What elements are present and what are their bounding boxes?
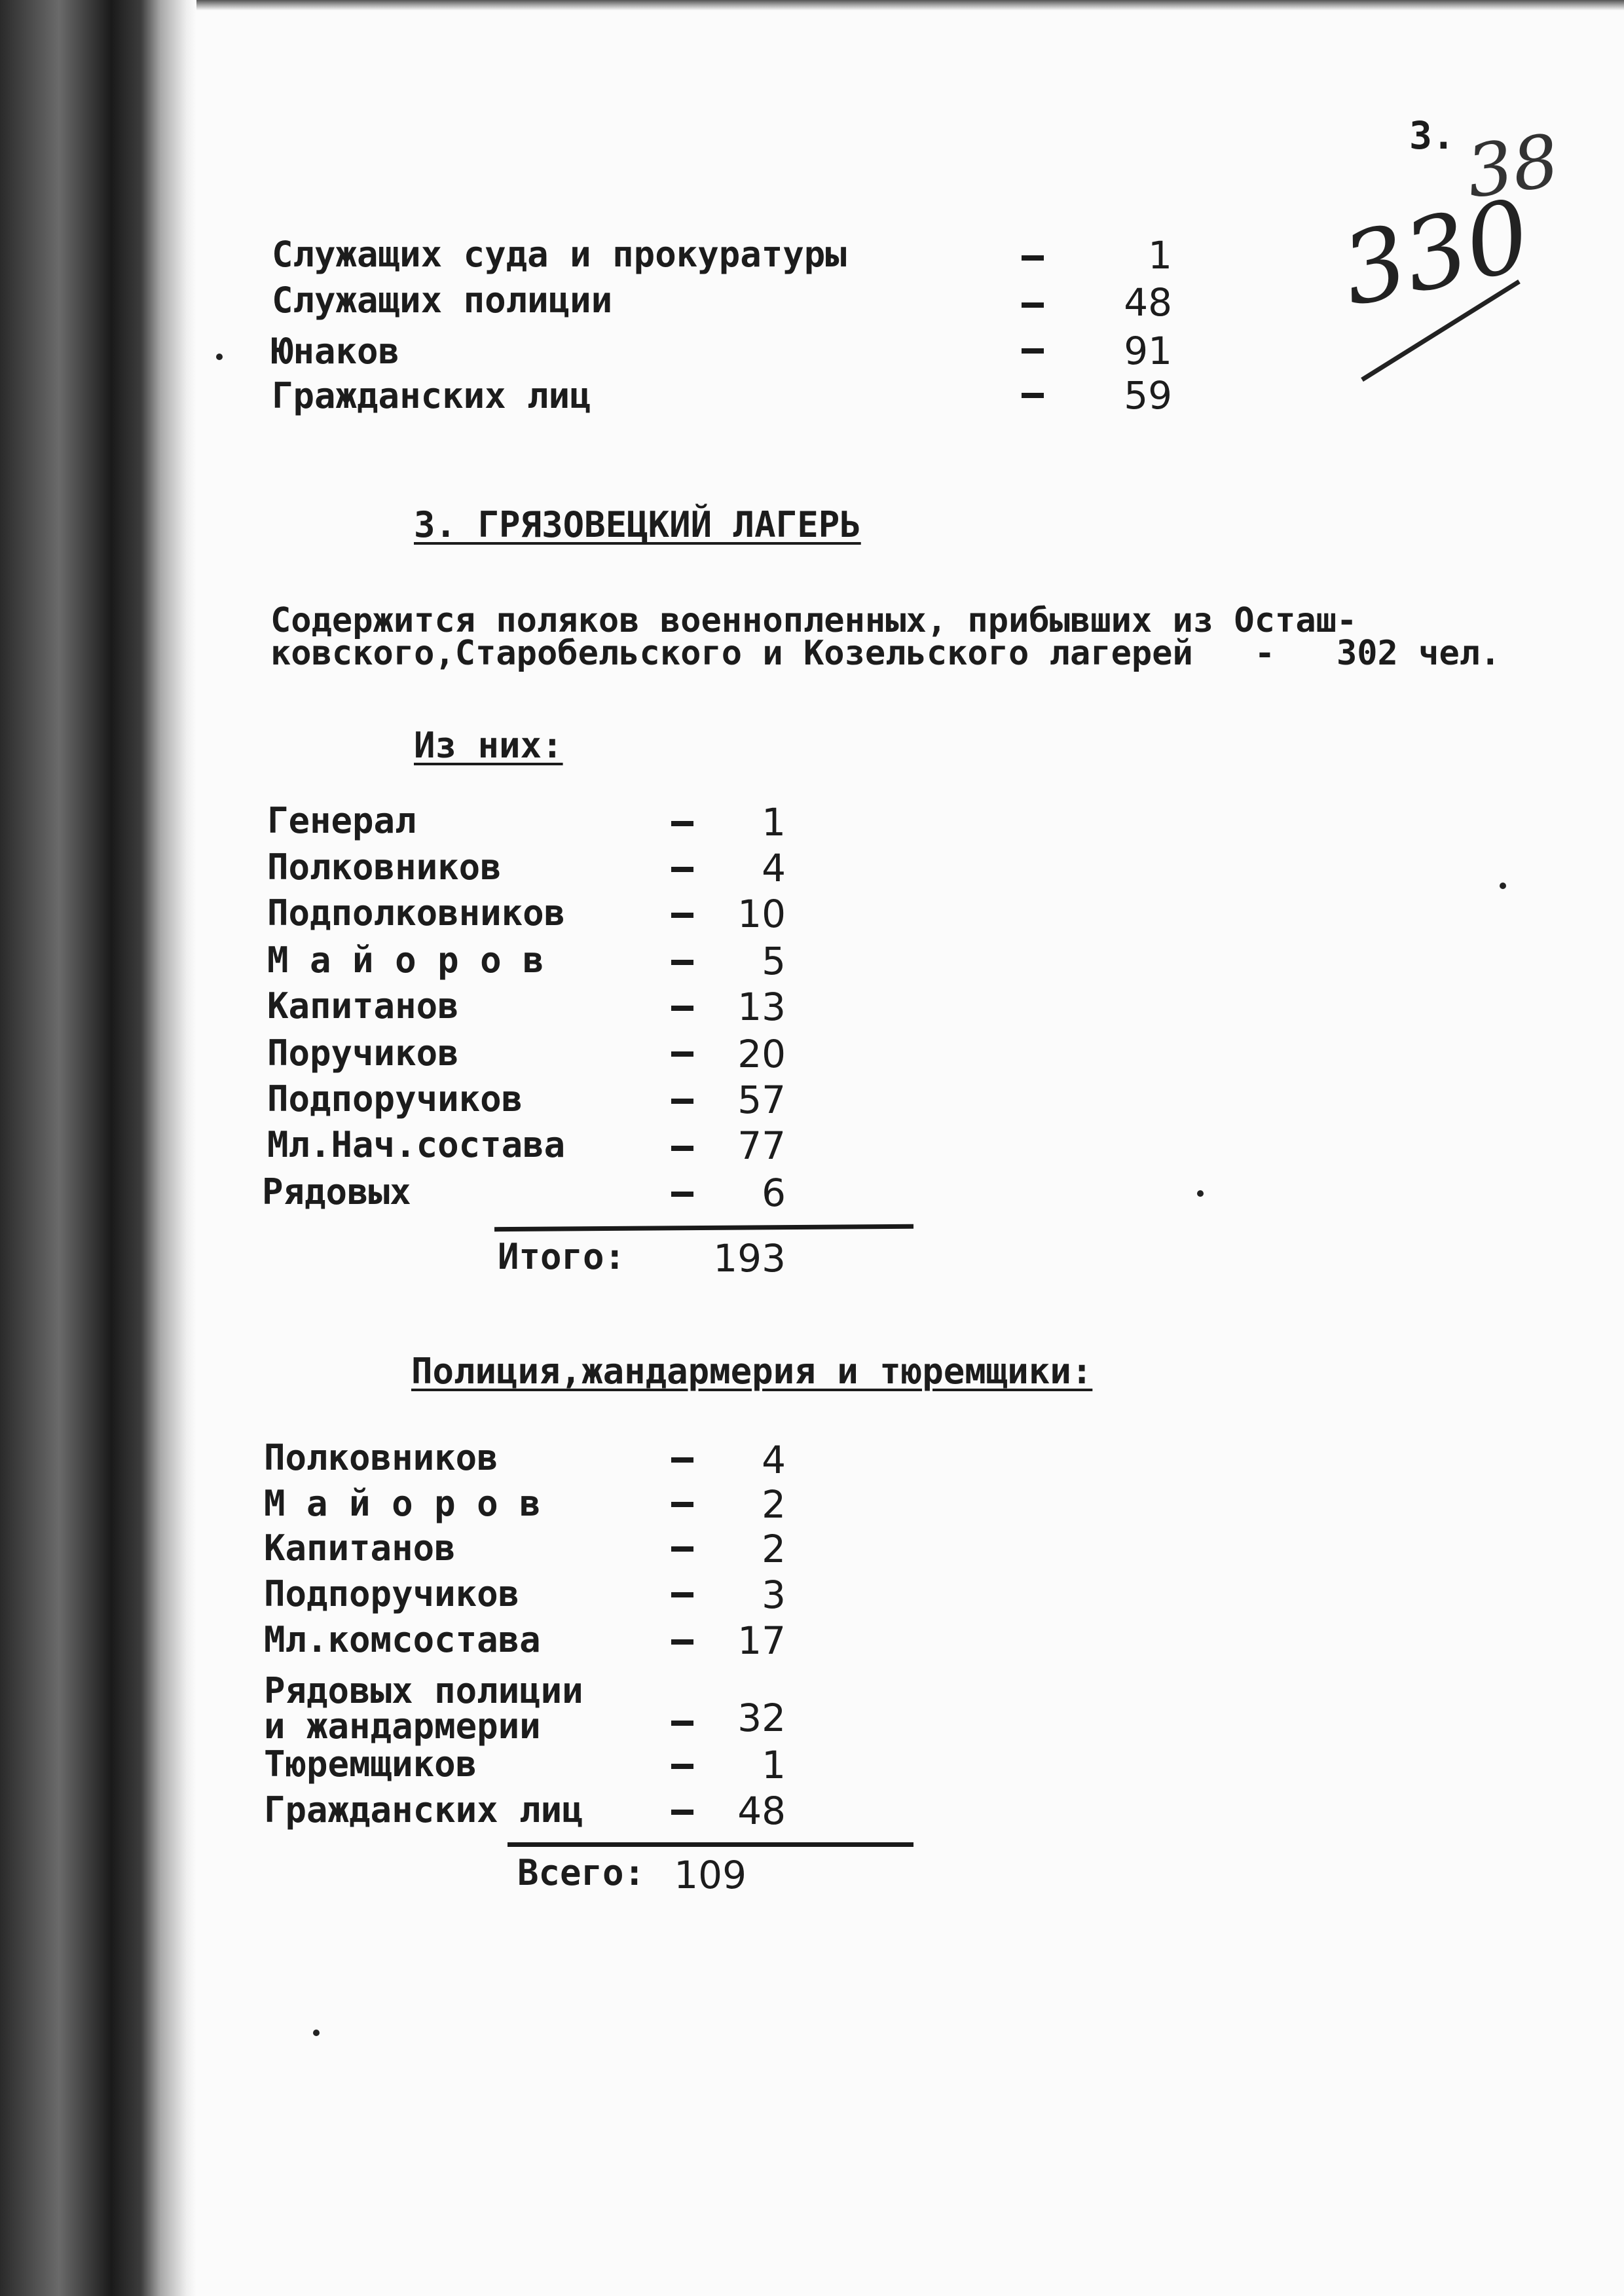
dash xyxy=(1022,348,1044,354)
scan-edge xyxy=(196,0,1624,10)
dash xyxy=(671,1006,693,1011)
dash xyxy=(671,1146,693,1151)
military-row-label: Поручиков xyxy=(267,1032,459,1074)
military-row-value: 10 xyxy=(737,892,786,936)
police-row-label: М а й о р о в xyxy=(264,1483,541,1524)
military-row-value: 20 xyxy=(737,1032,786,1076)
scan-speck xyxy=(1500,883,1506,889)
top-list-value: 59 xyxy=(1124,373,1172,418)
police-row-label: Мл.комсостава xyxy=(264,1619,541,1660)
police-row-value: 2 xyxy=(762,1527,786,1571)
military-row-label: Полковников xyxy=(267,847,502,888)
top-list-value: 1 xyxy=(1148,233,1172,278)
police-row-label: Гражданских лиц xyxy=(264,1789,583,1831)
police-row-value: 4 xyxy=(762,1438,786,1482)
military-row-label: Мл.Нач.состава xyxy=(267,1124,566,1165)
top-list-value: 48 xyxy=(1124,280,1172,325)
dash xyxy=(671,1592,693,1597)
scan-speck xyxy=(1197,1190,1204,1197)
dash xyxy=(1022,255,1044,261)
police-row-value: 17 xyxy=(737,1618,786,1663)
dash xyxy=(671,1051,693,1057)
dash xyxy=(671,1502,693,1507)
police-row-value: 48 xyxy=(737,1789,786,1833)
top-list-label: Служащих полиции xyxy=(272,280,613,321)
police-row-value: 2 xyxy=(762,1482,786,1527)
dash xyxy=(671,1810,693,1815)
intro-line-2: ковского,Старобельского и Козельского лагерей - 302 чел. xyxy=(270,634,1501,673)
police-row-label: Подпоручиков xyxy=(264,1573,520,1614)
military-row-value: 77 xyxy=(737,1123,786,1168)
military-row-label: М а й о р о в xyxy=(267,939,544,981)
military-row-label: Рядовых xyxy=(262,1171,411,1212)
dash xyxy=(671,1639,693,1645)
military-row-label: Генерал xyxy=(267,800,416,841)
military-row-label: Капитанов xyxy=(267,985,459,1027)
dash xyxy=(671,1099,693,1104)
dash xyxy=(1022,393,1044,398)
handwritten-archive-number: 330 xyxy=(1333,178,1540,329)
police-row-value: 3 xyxy=(762,1573,786,1617)
military-total-value: 193 xyxy=(713,1236,786,1281)
handwritten-strike-line xyxy=(1356,262,1526,393)
police-row-value: 1 xyxy=(762,1743,786,1787)
scan-speck xyxy=(216,354,223,360)
top-list-label: Гражданских лиц xyxy=(272,375,591,416)
military-total-label: Итого: xyxy=(498,1236,626,1277)
military-row-value: 57 xyxy=(737,1078,786,1122)
total-rule xyxy=(494,1224,913,1231)
police-row-label: Тюремщиков xyxy=(264,1743,477,1785)
dash xyxy=(671,867,693,872)
dash xyxy=(1022,302,1044,308)
police-heading: Полиция,жандармерия и тюремщики: xyxy=(411,1351,1093,1392)
intro-line-1: Содержится поляков военнопленных, прибывших из Осташ- xyxy=(270,601,1357,640)
police-row-label: Капитанов xyxy=(264,1527,456,1569)
police-row-value: 32 xyxy=(737,1696,786,1740)
total-rule xyxy=(507,1842,913,1847)
top-list-label: Служащих суда и прокуратуры xyxy=(272,234,847,275)
military-row-value: 1 xyxy=(762,800,786,845)
page-number: 3. xyxy=(1409,113,1455,158)
military-row-value: 5 xyxy=(762,939,786,983)
police-total-label: Всего: xyxy=(517,1852,646,1893)
dash xyxy=(671,1764,693,1769)
police-row-label: Рядовых полиции и жандармерии xyxy=(264,1670,583,1747)
police-row-label: Полковников xyxy=(264,1437,498,1478)
military-row-value: 6 xyxy=(762,1171,786,1215)
dash xyxy=(671,1192,693,1197)
section-heading: 3. ГРЯЗОВЕЦКИЙ ЛАГЕРЬ xyxy=(414,504,861,545)
binding-shadow xyxy=(0,0,196,2296)
military-row-label: Подпоручиков xyxy=(267,1078,523,1120)
dash xyxy=(671,913,693,918)
handwritten-sheet-number: 38 xyxy=(1461,118,1564,215)
military-heading: Из них: xyxy=(414,725,563,766)
top-list-value: 91 xyxy=(1124,329,1172,373)
military-row-label: Подполковников xyxy=(267,892,566,934)
dash xyxy=(671,821,693,826)
dash xyxy=(671,1457,693,1463)
military-row-value: 4 xyxy=(762,846,786,890)
scan-speck xyxy=(313,2030,320,2036)
dash xyxy=(671,960,693,965)
dash xyxy=(671,1721,693,1726)
dash xyxy=(671,1546,693,1552)
top-list-label: Юнаков xyxy=(272,331,400,372)
police-total-value: 109 xyxy=(674,1853,747,1897)
military-row-value: 13 xyxy=(737,985,786,1029)
